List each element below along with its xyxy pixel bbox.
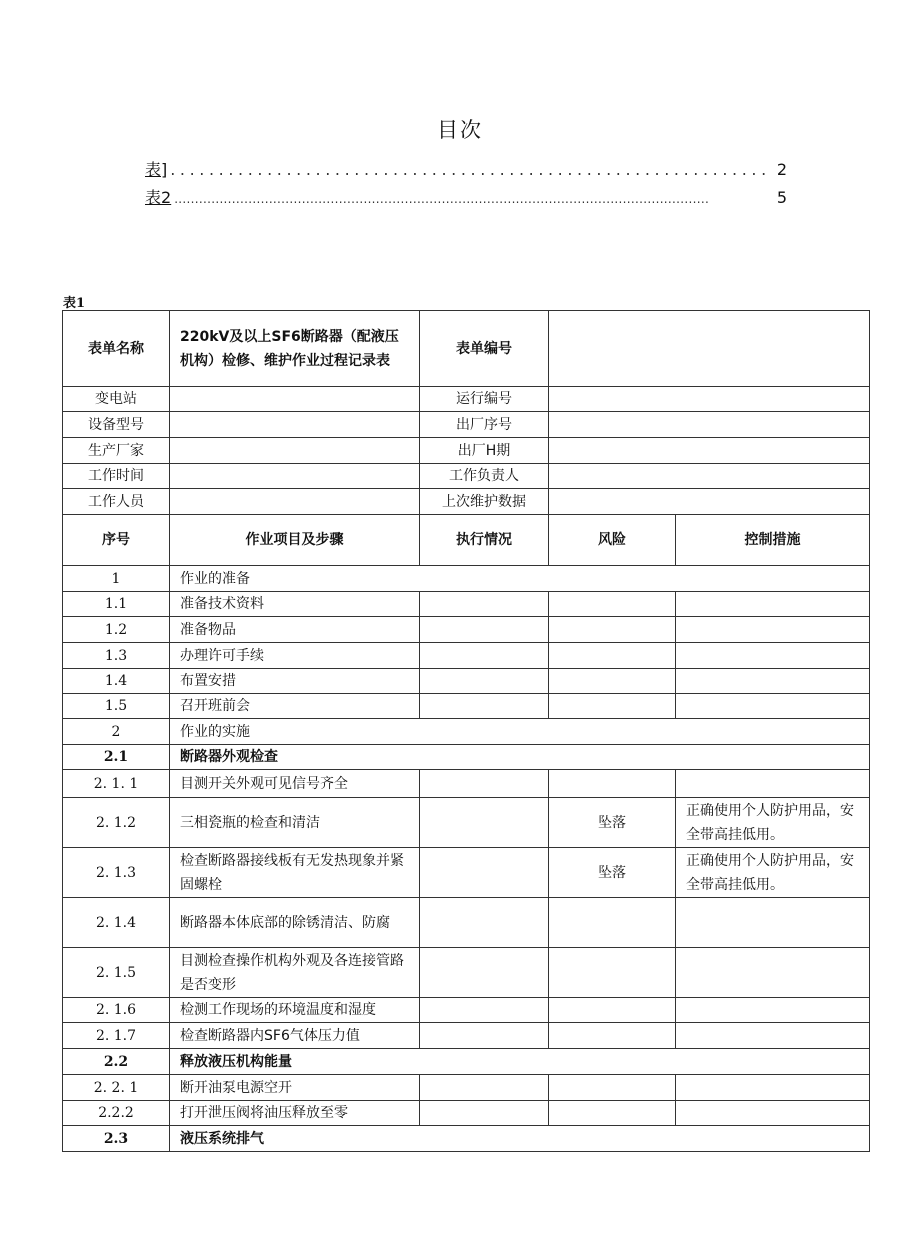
execution-status-field[interactable] <box>420 948 549 998</box>
toc-leader-dots: .............................................................. <box>170 160 771 179</box>
control-measure-cell <box>676 1101 870 1126</box>
control-measure-cell <box>676 694 870 719</box>
step-number: 2. 1.3 <box>63 848 170 898</box>
step-item: 准备技术资料 <box>170 592 420 617</box>
risk-cell: 坠落 <box>549 798 676 848</box>
step-number: 1.2 <box>63 617 170 643</box>
execution-status-field[interactable] <box>420 848 549 898</box>
step-number: 2.3 <box>63 1126 170 1152</box>
execution-status-field[interactable] <box>420 669 549 694</box>
table-row <box>63 848 870 898</box>
control-measure-cell <box>676 617 870 643</box>
table-row <box>63 719 870 745</box>
toc-entry-label[interactable]: 表2 <box>145 188 172 207</box>
toc-entry[interactable] <box>145 185 787 208</box>
toc-entry[interactable] <box>145 157 787 180</box>
step-item: 断开油泵电源空开 <box>170 1075 420 1101</box>
step-item: 办理许可手续 <box>170 643 420 669</box>
form-name-value: 220kV及以上SF6断路器（配液压机构）检修、维护作业过程记录表 <box>170 311 420 387</box>
step-number: 2.2.2 <box>63 1101 170 1126</box>
risk-cell <box>549 998 676 1023</box>
execution-status-field[interactable] <box>420 898 549 948</box>
info-value-field[interactable] <box>549 412 870 438</box>
info-value-field[interactable] <box>170 489 420 515</box>
execution-status-field[interactable] <box>420 1101 549 1126</box>
risk-cell <box>549 669 676 694</box>
execution-status-field[interactable] <box>420 643 549 669</box>
column-header: 风险 <box>549 515 676 566</box>
risk-cell <box>549 898 676 948</box>
section-title: 作业的准备 <box>170 566 870 592</box>
step-number: 2. 1.6 <box>63 998 170 1023</box>
info-label: 设备型号 <box>63 412 170 438</box>
risk-cell <box>549 1075 676 1101</box>
execution-status-field[interactable] <box>420 592 549 617</box>
step-item: 目测检查操作机构外观及各连接管路是否变形 <box>170 948 420 998</box>
table-row <box>63 617 870 643</box>
risk-cell: 坠落 <box>549 848 676 898</box>
step-number: 2 <box>63 719 170 745</box>
control-measure-cell <box>676 998 870 1023</box>
info-label: 出厂序号 <box>420 412 549 438</box>
info-value-field[interactable] <box>549 489 870 515</box>
table-row <box>63 694 870 719</box>
step-number: 1 <box>63 566 170 592</box>
info-label: 工作时间 <box>63 464 170 489</box>
risk-cell <box>549 770 676 798</box>
table-row <box>63 643 870 669</box>
step-number: 2. 2. 1 <box>63 1075 170 1101</box>
table-row <box>63 592 870 617</box>
info-row <box>63 489 870 515</box>
step-number: 2. 1.2 <box>63 798 170 848</box>
risk-cell <box>549 1101 676 1126</box>
section-title: 液压系统排气 <box>170 1126 870 1152</box>
control-measure-cell <box>676 669 870 694</box>
info-label: 生产厂家 <box>63 438 170 464</box>
column-header-row <box>63 515 870 566</box>
table-row <box>63 669 870 694</box>
table-row <box>63 998 870 1023</box>
section-title: 释放液压机构能量 <box>170 1049 870 1075</box>
toc-entry-page: 2 <box>776 160 787 179</box>
table-label: 表1 <box>63 296 86 311</box>
toc-entry-page: 5 <box>776 188 787 207</box>
control-measure-cell: 正确使用个人防护用品，安全带高挂低用。 <box>676 798 870 848</box>
info-value-field[interactable] <box>549 387 870 412</box>
step-item: 检查断路器接线板有无发热现象并紧固螺栓 <box>170 848 420 898</box>
step-item: 召开班前会 <box>170 694 420 719</box>
control-measure-cell <box>676 948 870 998</box>
control-measure-cell <box>676 1075 870 1101</box>
work-record-table <box>62 310 870 1152</box>
info-row <box>63 412 870 438</box>
column-header: 作业项目及步骤 <box>170 515 420 566</box>
control-measure-cell <box>676 643 870 669</box>
section-title: 作业的实施 <box>170 719 870 745</box>
table-row <box>63 898 870 948</box>
info-label: 变电站 <box>63 387 170 412</box>
column-header: 序号 <box>63 515 170 566</box>
risk-cell <box>549 643 676 669</box>
info-value-field[interactable] <box>170 387 420 412</box>
execution-status-field[interactable] <box>420 998 549 1023</box>
risk-cell <box>549 694 676 719</box>
info-label: 运行编号 <box>420 387 549 412</box>
column-header: 控制措施 <box>676 515 870 566</box>
step-number: 2. 1.5 <box>63 948 170 998</box>
toc-entry-label[interactable]: 表] <box>145 160 168 179</box>
toc-leader-dots: .................................................................................................................................. <box>174 192 710 206</box>
step-item: 断路器本体底部的除锈清洁、防腐 <box>170 898 420 948</box>
toc-title: 目次 <box>437 118 483 142</box>
execution-status-field[interactable] <box>420 1023 549 1049</box>
info-value-field[interactable] <box>170 412 420 438</box>
table-row <box>63 1101 870 1126</box>
step-item: 三相瓷瓶的检查和清洁 <box>170 798 420 848</box>
step-number: 1.4 <box>63 669 170 694</box>
table-row <box>63 770 870 798</box>
risk-cell <box>549 592 676 617</box>
info-row <box>63 387 870 412</box>
execution-status-field[interactable] <box>420 1075 549 1101</box>
step-number: 1.1 <box>63 592 170 617</box>
step-number: 1.5 <box>63 694 170 719</box>
form-title-row <box>63 311 870 387</box>
table-row <box>63 798 870 848</box>
step-number: 2. 1.7 <box>63 1023 170 1049</box>
step-item: 检查断路器内SF6气体压力值 <box>170 1023 420 1049</box>
info-label: 出厂H期 <box>420 438 549 464</box>
form-name-label: 表单名称 <box>63 311 170 387</box>
step-item: 准备物品 <box>170 617 420 643</box>
step-number: 2.2 <box>63 1049 170 1075</box>
table-row <box>63 566 870 592</box>
risk-cell <box>549 617 676 643</box>
step-item: 布置安措 <box>170 669 420 694</box>
step-item: 检测工作现场的环境温度和湿度 <box>170 998 420 1023</box>
control-measure-cell <box>676 592 870 617</box>
info-label: 工作负责人 <box>420 464 549 489</box>
column-header: 执行情况 <box>420 515 549 566</box>
execution-status-field[interactable] <box>420 694 549 719</box>
form-number-label: 表单编号 <box>420 311 549 387</box>
section-title: 断路器外观检查 <box>170 745 870 770</box>
control-measure-cell: 正确使用个人防护用品，安全带高挂低用。 <box>676 848 870 898</box>
step-item: 目测开关外观可见信号齐全 <box>170 770 420 798</box>
table-row <box>63 745 870 770</box>
info-value-field[interactable] <box>170 438 420 464</box>
info-row <box>63 464 870 489</box>
table-row <box>63 948 870 998</box>
control-measure-cell <box>676 898 870 948</box>
table-row <box>63 1126 870 1152</box>
execution-status-field[interactable] <box>420 617 549 643</box>
step-number: 2.1 <box>63 745 170 770</box>
info-value-field[interactable] <box>549 438 870 464</box>
step-number: 2. 1. 1 <box>63 770 170 798</box>
info-value-field[interactable] <box>549 464 870 489</box>
step-number: 2. 1.4 <box>63 898 170 948</box>
info-label: 工作人员 <box>63 489 170 515</box>
info-value-field[interactable] <box>170 464 420 489</box>
risk-cell <box>549 948 676 998</box>
risk-cell <box>549 1023 676 1049</box>
table-row <box>63 1049 870 1075</box>
info-label: 上次维护数据 <box>420 489 549 515</box>
control-measure-cell <box>676 1023 870 1049</box>
table-row <box>63 1023 870 1049</box>
execution-status-field[interactable] <box>420 798 549 848</box>
info-row <box>63 438 870 464</box>
table-row <box>63 1075 870 1101</box>
step-item: 打开泄压阀将油压释放至零 <box>170 1101 420 1126</box>
form-number-field[interactable] <box>549 311 870 387</box>
execution-status-field[interactable] <box>420 770 549 798</box>
step-number: 1.3 <box>63 643 170 669</box>
control-measure-cell <box>676 770 870 798</box>
